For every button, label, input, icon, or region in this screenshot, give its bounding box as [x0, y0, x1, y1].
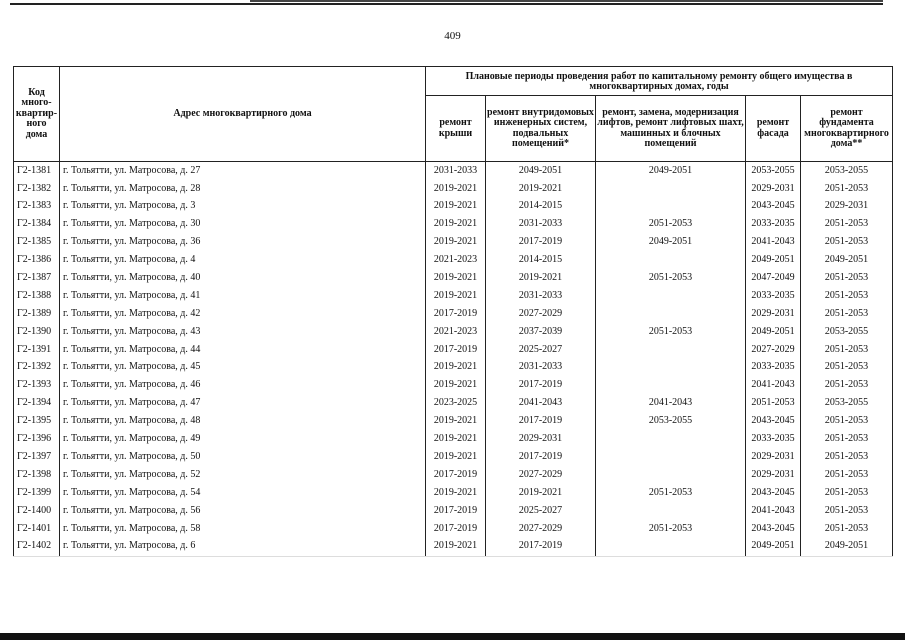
systems-period-cell: 2027-2029 — [486, 305, 596, 323]
roof-period-cell: 2019-2021 — [426, 377, 486, 395]
facade-period-cell: 2029-2031 — [746, 180, 801, 198]
header-roof-repair: ремонт крыши — [426, 96, 486, 162]
foundation-period-cell: 2051-2053 — [801, 234, 893, 252]
table-row — [14, 341, 893, 359]
systems-period-cell: 2025-2027 — [486, 502, 596, 520]
roof-period-cell: 2017-2019 — [426, 520, 486, 538]
house-code-cell: Г2-1401 — [14, 520, 60, 538]
foundation-period-cell: 2051-2053 — [801, 287, 893, 305]
foundation-period-cell: 2051-2053 — [801, 341, 893, 359]
elevator-period-cell: 2049-2051 — [596, 162, 746, 180]
elevator-period-cell — [596, 287, 746, 305]
table-row — [14, 287, 893, 305]
roof-period-cell: 2019-2021 — [426, 448, 486, 466]
address-cell: г. Тольятти, ул. Матросова, д. 44 — [60, 341, 426, 359]
foundation-period-cell: 2051-2053 — [801, 484, 893, 502]
header-address: Адрес многоквартирного дома — [60, 67, 426, 162]
foundation-period-cell: 2051-2053 — [801, 180, 893, 198]
roof-period-cell: 2019-2021 — [426, 484, 486, 502]
house-code-cell: Г2-1402 — [14, 538, 60, 556]
systems-period-cell: 2031-2033 — [486, 216, 596, 234]
elevator-period-cell: 2041-2043 — [596, 395, 746, 413]
roof-period-cell: 2019-2021 — [426, 430, 486, 448]
elevator-period-cell — [596, 377, 746, 395]
header-engineering-systems-repair: ремонт внутридомовых инженерных систем, подвальных помещений* — [486, 96, 596, 162]
address-cell: г. Тольятти, ул. Матросова, д. 49 — [60, 430, 426, 448]
foundation-period-cell: 2053-2055 — [801, 162, 893, 180]
facade-period-cell: 2033-2035 — [746, 430, 801, 448]
elevator-period-cell — [596, 448, 746, 466]
foundation-period-cell: 2051-2053 — [801, 448, 893, 466]
facade-period-cell: 2033-2035 — [746, 287, 801, 305]
facade-period-cell: 2043-2045 — [746, 198, 801, 216]
systems-period-cell: 2019-2021 — [486, 180, 596, 198]
table-row — [14, 251, 893, 269]
top-edge-line — [250, 0, 883, 2]
roof-period-cell: 2019-2021 — [426, 234, 486, 252]
table-row — [14, 377, 893, 395]
header-code: Код много-квартир-ного дома — [14, 67, 60, 162]
house-code-cell: Г2-1399 — [14, 484, 60, 502]
systems-period-cell: 2017-2019 — [486, 234, 596, 252]
address-cell: г. Тольятти, ул. Матросова, д. 54 — [60, 484, 426, 502]
foundation-period-cell: 2051-2053 — [801, 359, 893, 377]
foundation-period-cell: 2051-2053 — [801, 430, 893, 448]
foundation-period-cell: 2051-2053 — [801, 377, 893, 395]
address-cell: г. Тольятти, ул. Матросова, д. 45 — [60, 359, 426, 377]
elevator-period-cell: 2051-2053 — [596, 269, 746, 287]
facade-period-cell: 2029-2031 — [746, 448, 801, 466]
systems-period-cell: 2049-2051 — [486, 162, 596, 180]
systems-period-cell: 2041-2043 — [486, 395, 596, 413]
facade-period-cell: 2041-2043 — [746, 377, 801, 395]
table-row — [14, 466, 893, 484]
roof-period-cell: 2017-2019 — [426, 466, 486, 484]
roof-period-cell: 2019-2021 — [426, 538, 486, 556]
house-code-cell: Г2-1390 — [14, 323, 60, 341]
systems-period-cell: 2014-2015 — [486, 251, 596, 269]
roof-period-cell: 2019-2021 — [426, 216, 486, 234]
facade-period-cell: 2053-2055 — [746, 162, 801, 180]
table-row — [14, 162, 893, 180]
table-row — [14, 484, 893, 502]
systems-period-cell: 2037-2039 — [486, 323, 596, 341]
elevator-period-cell — [596, 180, 746, 198]
facade-period-cell: 2047-2049 — [746, 269, 801, 287]
facade-period-cell: 2049-2051 — [746, 538, 801, 556]
elevator-period-cell — [596, 466, 746, 484]
table-row — [14, 430, 893, 448]
house-code-cell: Г2-1386 — [14, 251, 60, 269]
house-code-cell: Г2-1383 — [14, 198, 60, 216]
roof-period-cell: 2017-2019 — [426, 341, 486, 359]
page-number: 409 — [444, 30, 461, 42]
facade-period-cell: 2029-2031 — [746, 466, 801, 484]
roof-period-cell: 2019-2021 — [426, 412, 486, 430]
house-code-cell: Г2-1389 — [14, 305, 60, 323]
systems-period-cell: 2027-2029 — [486, 466, 596, 484]
foundation-period-cell: 2029-2031 — [801, 198, 893, 216]
house-code-cell: Г2-1396 — [14, 430, 60, 448]
header-planned-periods: Плановые периоды проведения работ по капитальному ремонту общего имущества в многоквартирных домах, годы — [426, 67, 893, 96]
foundation-period-cell: 2051-2053 — [801, 466, 893, 484]
header-facade-repair: ремонт фасада — [746, 96, 801, 162]
capital-repair-schedule-table — [13, 66, 893, 557]
foundation-period-cell: 2049-2051 — [801, 538, 893, 556]
systems-period-cell: 2014-2015 — [486, 198, 596, 216]
systems-period-cell: 2017-2019 — [486, 377, 596, 395]
elevator-period-cell — [596, 305, 746, 323]
roof-period-cell: 2019-2021 — [426, 180, 486, 198]
foundation-period-cell: 2049-2051 — [801, 251, 893, 269]
facade-period-cell: 2043-2045 — [746, 484, 801, 502]
systems-period-cell: 2031-2033 — [486, 287, 596, 305]
elevator-period-cell — [596, 430, 746, 448]
roof-period-cell: 2019-2021 — [426, 359, 486, 377]
house-code-cell: Г2-1393 — [14, 377, 60, 395]
address-cell: г. Тольятти, ул. Матросова, д. 3 — [60, 198, 426, 216]
address-cell: г. Тольятти, ул. Матросова, д. 46 — [60, 377, 426, 395]
roof-period-cell: 2017-2019 — [426, 502, 486, 520]
house-code-cell: Г2-1397 — [14, 448, 60, 466]
table-row — [14, 305, 893, 323]
systems-period-cell: 2019-2021 — [486, 269, 596, 287]
foundation-period-cell: 2051-2053 — [801, 520, 893, 538]
foundation-period-cell: 2053-2055 — [801, 395, 893, 413]
facade-period-cell: 2049-2051 — [746, 323, 801, 341]
house-code-cell: Г2-1394 — [14, 395, 60, 413]
table-row — [14, 269, 893, 287]
table-body — [14, 162, 893, 557]
facade-period-cell: 2051-2053 — [746, 395, 801, 413]
house-code-cell: Г2-1391 — [14, 341, 60, 359]
house-code-cell: Г2-1384 — [14, 216, 60, 234]
elevator-period-cell: 2051-2053 — [596, 484, 746, 502]
address-cell: г. Тольятти, ул. Матросова, д. 52 — [60, 466, 426, 484]
foundation-period-cell: 2053-2055 — [801, 323, 893, 341]
table-row — [14, 502, 893, 520]
facade-period-cell: 2043-2045 — [746, 520, 801, 538]
address-cell: г. Тольятти, ул. Матросова, д. 28 — [60, 180, 426, 198]
table-row — [14, 216, 893, 234]
header-foundation-repair: ремонт фундамента многоквартирного дома** — [801, 96, 893, 162]
foundation-period-cell: 2051-2053 — [801, 216, 893, 234]
table-row — [14, 323, 893, 341]
facade-period-cell: 2041-2043 — [746, 502, 801, 520]
house-code-cell: Г2-1387 — [14, 269, 60, 287]
address-cell: г. Тольятти, ул. Матросова, д. 40 — [60, 269, 426, 287]
roof-period-cell: 2021-2023 — [426, 323, 486, 341]
elevator-period-cell: 2053-2055 — [596, 412, 746, 430]
facade-period-cell: 2043-2045 — [746, 412, 801, 430]
elevator-period-cell — [596, 359, 746, 377]
systems-period-cell: 2017-2019 — [486, 448, 596, 466]
facade-period-cell: 2049-2051 — [746, 251, 801, 269]
table-row — [14, 180, 893, 198]
elevator-period-cell: 2051-2053 — [596, 520, 746, 538]
house-code-cell: Г2-1398 — [14, 466, 60, 484]
facade-period-cell: 2029-2031 — [746, 305, 801, 323]
facade-period-cell: 2033-2035 — [746, 359, 801, 377]
elevator-period-cell — [596, 538, 746, 556]
address-cell: г. Тольятти, ул. Матросова, д. 36 — [60, 234, 426, 252]
address-cell: г. Тольятти, ул. Матросова, д. 47 — [60, 395, 426, 413]
table-row — [14, 198, 893, 216]
address-cell: г. Тольятти, ул. Матросова, д. 58 — [60, 520, 426, 538]
house-code-cell: Г2-1382 — [14, 180, 60, 198]
top-border-line — [10, 3, 883, 5]
house-code-cell: Г2-1381 — [14, 162, 60, 180]
elevator-period-cell: 2051-2053 — [596, 216, 746, 234]
house-code-cell: Г2-1400 — [14, 502, 60, 520]
systems-period-cell: 2027-2029 — [486, 520, 596, 538]
elevator-period-cell: 2051-2053 — [596, 323, 746, 341]
address-cell: г. Тольятти, ул. Матросова, д. 30 — [60, 216, 426, 234]
roof-period-cell: 2019-2021 — [426, 287, 486, 305]
address-cell: г. Тольятти, ул. Матросова, д. 41 — [60, 287, 426, 305]
table-row — [14, 234, 893, 252]
address-cell: г. Тольятти, ул. Матросова, д. 27 — [60, 162, 426, 180]
address-cell: г. Тольятти, ул. Матросова, д. 4 — [60, 251, 426, 269]
elevator-period-cell — [596, 251, 746, 269]
address-cell: г. Тольятти, ул. Матросова, д. 50 — [60, 448, 426, 466]
systems-period-cell: 2017-2019 — [486, 538, 596, 556]
table-row — [14, 520, 893, 538]
house-code-cell: Г2-1392 — [14, 359, 60, 377]
house-code-cell: Г2-1395 — [14, 412, 60, 430]
bottom-scan-border — [0, 633, 905, 640]
facade-period-cell: 2027-2029 — [746, 341, 801, 359]
header-elevator-repair: ремонт, замена, модернизация лифтов, ремонт лифтовых шахт, машинных и блочных помещений — [596, 96, 746, 162]
table-row — [14, 448, 893, 466]
house-code-cell: Г2-1388 — [14, 287, 60, 305]
foundation-period-cell: 2051-2053 — [801, 305, 893, 323]
table-row — [14, 359, 893, 377]
roof-period-cell: 2021-2023 — [426, 251, 486, 269]
table-row — [14, 395, 893, 413]
roof-period-cell: 2031-2033 — [426, 162, 486, 180]
systems-period-cell: 2019-2021 — [486, 484, 596, 502]
elevator-period-cell — [596, 341, 746, 359]
foundation-period-cell: 2051-2053 — [801, 502, 893, 520]
roof-period-cell: 2023-2025 — [426, 395, 486, 413]
address-cell: г. Тольятти, ул. Матросова, д. 43 — [60, 323, 426, 341]
foundation-period-cell: 2051-2053 — [801, 412, 893, 430]
facade-period-cell: 2033-2035 — [746, 216, 801, 234]
table-row — [14, 538, 893, 556]
elevator-period-cell — [596, 198, 746, 216]
systems-period-cell: 2031-2033 — [486, 359, 596, 377]
systems-period-cell: 2025-2027 — [486, 341, 596, 359]
elevator-period-cell — [596, 502, 746, 520]
address-cell: г. Тольятти, ул. Матросова, д. 48 — [60, 412, 426, 430]
roof-period-cell: 2019-2021 — [426, 269, 486, 287]
systems-period-cell: 2017-2019 — [486, 412, 596, 430]
address-cell: г. Тольятти, ул. Матросова, д. 56 — [60, 502, 426, 520]
facade-period-cell: 2041-2043 — [746, 234, 801, 252]
address-cell: г. Тольятти, ул. Матросова, д. 42 — [60, 305, 426, 323]
elevator-period-cell: 2049-2051 — [596, 234, 746, 252]
roof-period-cell: 2017-2019 — [426, 305, 486, 323]
systems-period-cell: 2029-2031 — [486, 430, 596, 448]
address-cell: г. Тольятти, ул. Матросова, д. 6 — [60, 538, 426, 556]
foundation-period-cell: 2051-2053 — [801, 269, 893, 287]
table-row — [14, 412, 893, 430]
house-code-cell: Г2-1385 — [14, 234, 60, 252]
roof-period-cell: 2019-2021 — [426, 198, 486, 216]
